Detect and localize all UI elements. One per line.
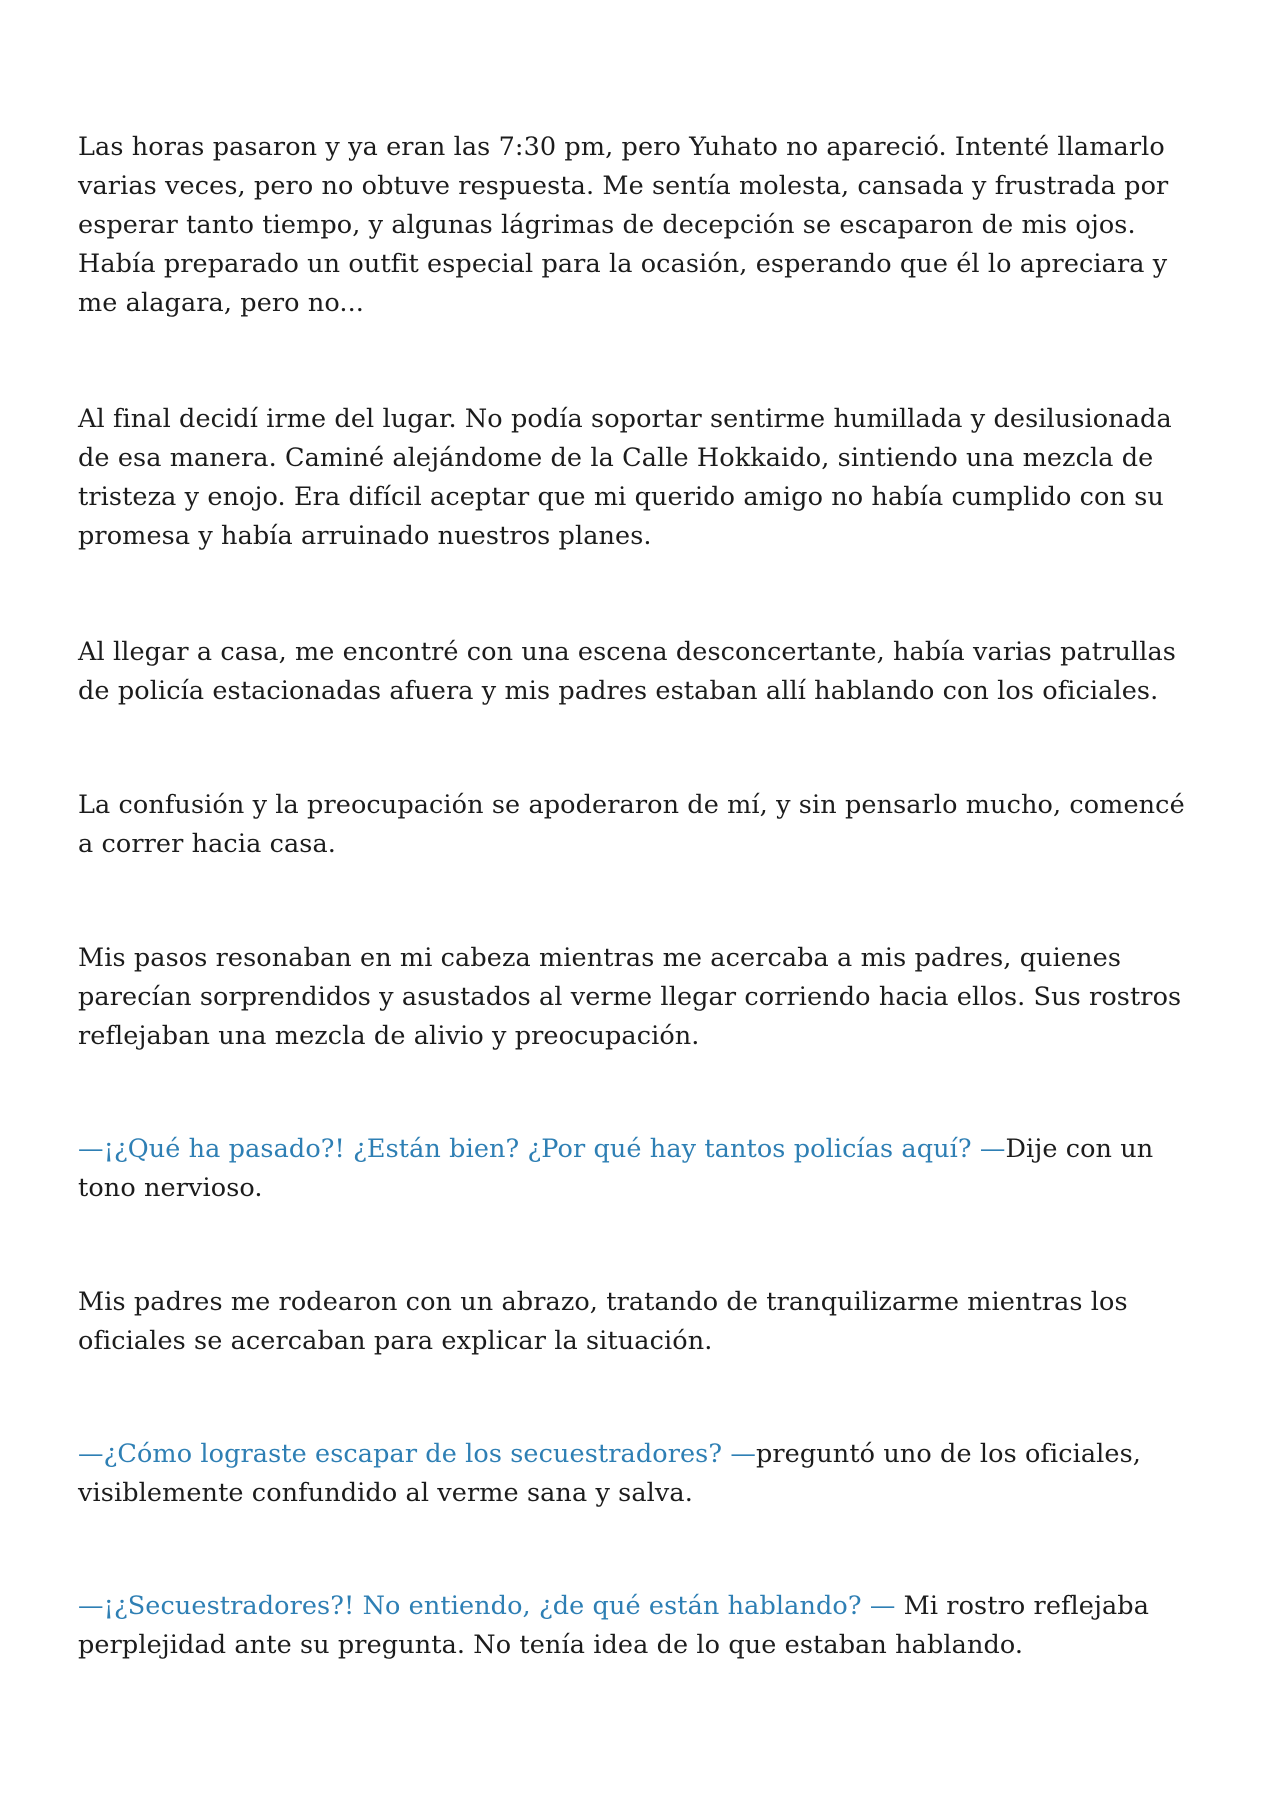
paragraph-9 — [78, 1587, 1206, 1665]
dialogue-line: —¿Cómo lograste escapar de los secuestradores? — — [78, 1439, 756, 1469]
narration-text: preguntó uno de los oficiales, visiblemente confundido al verme sana y salva. — [78, 1439, 1141, 1508]
paragraph-8 — [78, 1435, 1206, 1513]
narration-text: Dije con un tono nervioso. — [78, 1134, 1154, 1203]
paragraph-5: Mis pasos resonaban en mi cabeza mientras me acercaba a mis padres, quienes parecían sorprendidos y asustados al verme llegar corriendo hacia ellos. Sus rostros reflejaban una mezcla de alivio y preocupación. — [78, 943, 1182, 1051]
paragraph-3: Al llegar a casa, me encontré con una escena desconcertante, había varias patrullas de policía estacionadas afuera y mis padres estaban allí hablando con los oficiales. — [78, 637, 1176, 706]
dialogue-line: —¡¿Qué ha pasado?! ¿Están bien? ¿Por qué hay tantos policías aquí? — — [78, 1134, 1006, 1164]
dialogue-line: —¡¿Secuestradores?! No entiendo, ¿de qué están hablando? — — [78, 1591, 904, 1621]
paragraph-1: Las horas pasaron y ya eran las 7:30 pm, pero Yuhato no apareció. Intenté llamarlo varias veces, pero no obtuve respuesta. Me sentía molesta, cansada y frustrada por esperar tanto tiempo, y algunas lágrimas de decepción se escaparon de mis ojos. Había preparado un outfit especial para la ocasión, esperando que él lo apreciara y me alagara, pero no... — [78, 132, 1169, 318]
paragraph-6 — [78, 1130, 1206, 1208]
paragraph-4: La confusión y la preocupación se apoderaron de mí, y sin pensarlo mucho, comencé a correr hacia casa. — [78, 790, 1185, 859]
paragraph-2: Al final decidí irme del lugar. No podía soportar sentirme humillada y desilusionada de esa manera. Caminé alejándome de la Calle Hokkaido, sintiendo una mezcla de tristeza y enojo. Era difícil aceptar que mi querido amigo no había cumplido con su promesa y había arruinado nuestros planes. — [78, 404, 1172, 551]
document-page — [78, 128, 1206, 1665]
narration-text: Mi rostro reflejaba perplejidad ante su pregunta. No tenía idea de lo que estaban hablando. — [78, 1591, 1150, 1660]
paragraph-7: Mis padres me rodearon con un abrazo, tratando de tranquilizarme mientras los oficiales se acercaban para explicar la situación. — [78, 1287, 1128, 1356]
